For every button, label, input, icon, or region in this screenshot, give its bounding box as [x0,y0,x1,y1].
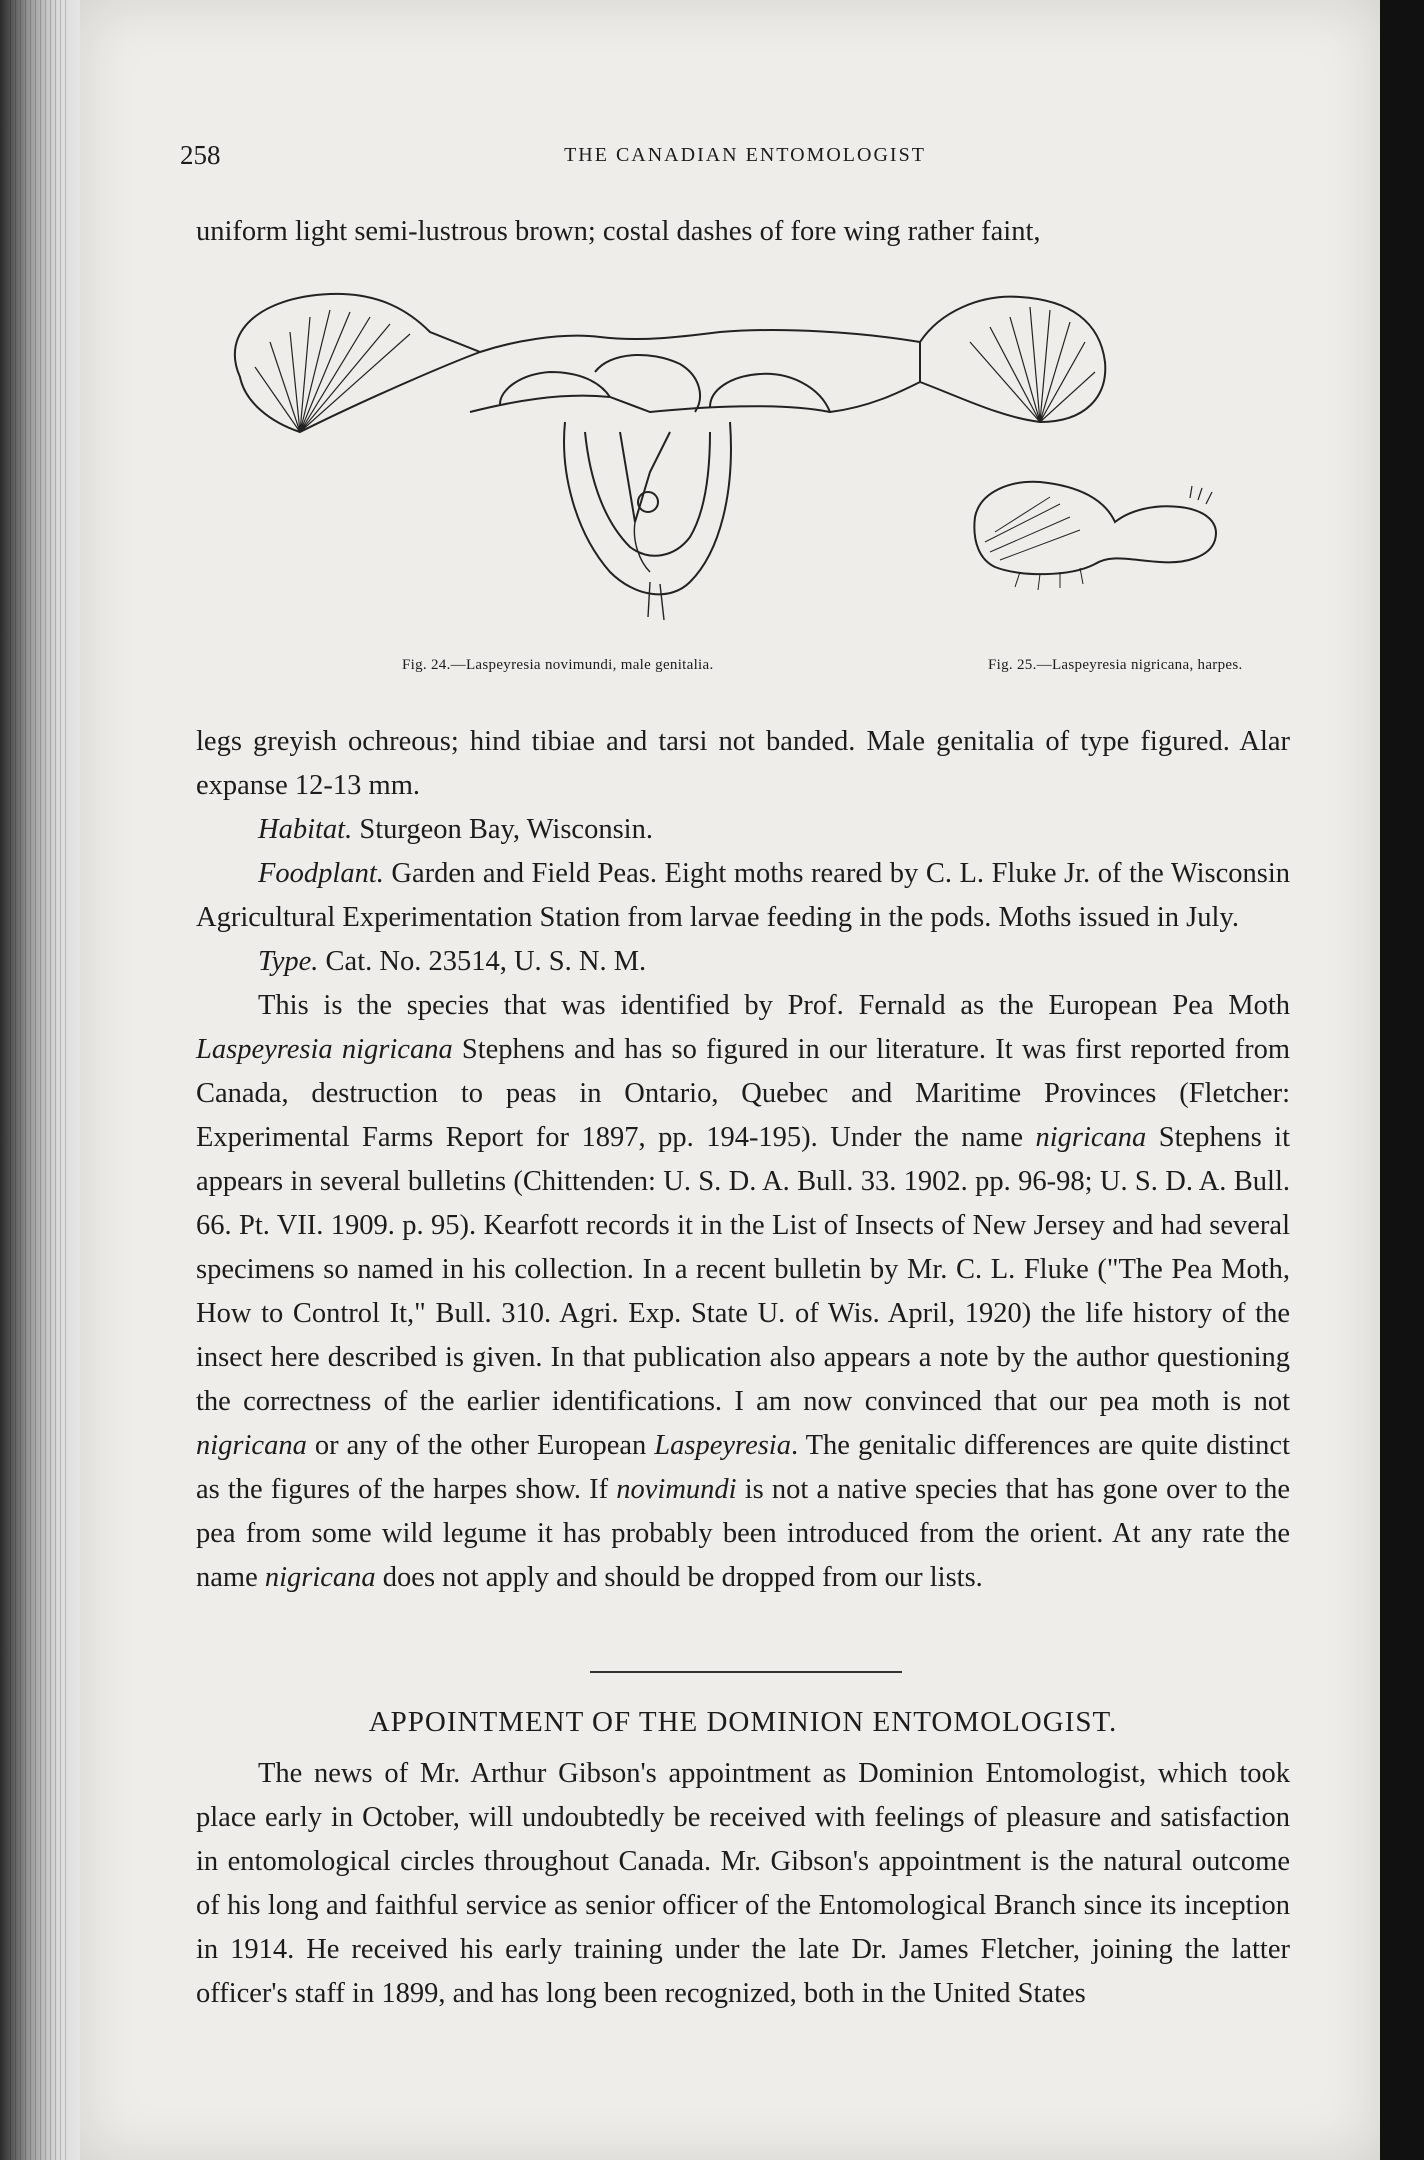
section-body [196,1752,1290,2016]
appointment-paragraph: The news of Mr. Arthur Gibson's appointment as Dominion Entomologist, which took place early in October, will undoubtedly be received with feelings of pleasure and satisfaction in entomological circles throughout Canada. Mr. Gibson's appointment is the natural outcome of his long and faithful service as senior officer of the Entomological Branch since its inception in 1914. He received his early training under the late Dr. James Fletcher, joining the latter officer's staff in 1899, and has long been recognized, both in the United States [196,1758,1290,2009]
habitat-paragraph [196,808,1290,852]
journal-title: THE CANADIAN ENTOMOLOGIST [564,144,926,166]
type-paragraph [196,940,1290,984]
species-name: Laspeyresia nigricana [196,1034,453,1065]
discussion-paragraph [196,984,1290,1600]
journal-page [80,0,1380,2160]
habitat-text: Sturgeon Bay, Wisconsin. [359,814,653,845]
top-line: uniform light semi-lustrous brown; costal dashes of fore wing rather faint, [196,216,1041,247]
foodplant-paragraph [196,852,1290,940]
species-name: nigricana [1035,1122,1147,1153]
species-name: nigricana [196,1430,307,1461]
species-name: nigricana [264,1562,376,1593]
species-name: novimundi [616,1474,737,1505]
running-head [80,140,1380,176]
section-heading: APPOINTMENT OF THE DOMINION ENTOMOLOGIST. [368,1706,1118,1738]
scan-border [1380,0,1424,2160]
type-text: Cat. No. 23514, U. S. N. M. [325,946,647,977]
type-label: Type. [258,946,319,977]
page-number: 258 [180,140,221,170]
top-line-block [196,210,1290,254]
foodplant-text: Garden and Field Peas. Eight moths reared by C. L. Fluke Jr. of the Wisconsin Agricultural Experimentation Station from larvae feeding in the pods. Moths issued in July. [196,858,1290,933]
section-divider [590,1671,902,1673]
figure-area [180,272,1310,692]
legs-paragraph: legs greyish ochreous; hind tibiae and tarsi not banded. Male genitalia of type figured. Alar expanse 12-13 mm. [196,726,1290,801]
discussion-text: does not apply and should be dropped from our lists. [375,1562,983,1593]
discussion-text: This is the species that was identified by Prof. Fernald as the European Pea Moth [258,990,1290,1021]
book-spine-edge [0,0,80,2160]
foodplant-label: Foodplant. [258,858,384,889]
discussion-text: . The genitalic differences are quite distinct as the figures of the harpes show. If [196,1430,1290,1505]
genitalia-illustration [180,272,1310,652]
discussion-text: Stephens it appears in several bulletins (Chittenden: U. S. D. A. Bull. 33. 1902. pp. 96-98; U. S. D. A. Bull. 66. Pt. VII. 1909. p. 95). Kearfott records it in the List of Insects of New Jersey and had several specimens so named in his collection. In a recent bulletin by Mr. C. L. Fluke ("The Pea Moth, How to Control It," Bull. 310. Agri. Exp. State U. of Wis. April, 1920) the life history of the insect here described is given. In that publication also appears a note by the author questioning the correctness of the earlier identifications. I am now convinced that our pea moth is not [196,1122,1290,1417]
discussion-text: Stephens and has so figured in our literature. It was first reported from Canada, destruction to peas in Ontario, Quebec and Maritime Provinces (Fletcher: Experimental Farms Report for 1897, pp. 194-195). Under the name [196,1034,1290,1153]
fig25-caption: Fig. 25.—Laspeyresia nigricana, harpes. [988,657,1243,673]
fig24-caption: Fig. 24.—Laspeyresia novimundi, male genitalia. [402,657,714,673]
habitat-label: Habitat. [258,814,353,845]
description-block [196,720,1290,1600]
discussion-text: is not a native species that has gone over to the pea from some wild legume it has probably been introduced from the orient. At any rate the name [196,1474,1290,1593]
genus-name: Laspeyresia [654,1430,791,1461]
discussion-text: or any of the other European [306,1430,655,1461]
